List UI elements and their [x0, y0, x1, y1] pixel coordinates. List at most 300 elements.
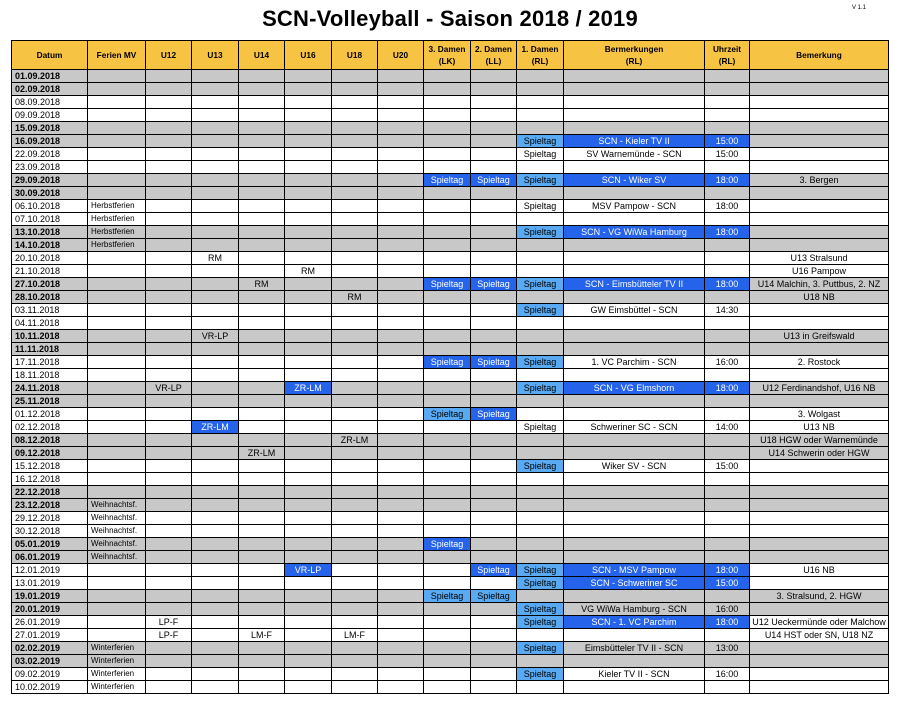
cell-ferien: [88, 291, 146, 304]
cell-bem: SCN - Eimsbütteler TV II: [564, 278, 705, 291]
cell-ferien: [88, 395, 146, 408]
cell-d2: [471, 525, 517, 538]
cell-u14: [239, 148, 285, 161]
cell-u16: [285, 473, 332, 486]
table-row: [12, 408, 889, 421]
table-row: [12, 122, 889, 135]
cell-uhr: [705, 486, 750, 499]
cell-u16: [285, 109, 332, 122]
cell-ferien: [88, 135, 146, 148]
column-header-label: U14: [253, 50, 270, 60]
cell-d3: [424, 109, 471, 122]
cell-uhr: [705, 408, 750, 421]
cell-u12: [146, 96, 192, 109]
cell-d1: [517, 447, 564, 460]
cell-d2: [471, 395, 517, 408]
cell-u12: [146, 434, 192, 447]
cell-d2: [471, 460, 517, 473]
cell-uhr: 15:00: [705, 135, 750, 148]
table-row: [12, 538, 889, 551]
cell-u12: [146, 135, 192, 148]
cell-u14: [239, 239, 285, 252]
cell-u14: [239, 213, 285, 226]
cell-u13: [192, 356, 239, 369]
cell-d2: [471, 512, 517, 525]
cell-d2: [471, 317, 517, 330]
cell-u18: [332, 668, 378, 681]
cell-d3: [424, 187, 471, 200]
cell-bemerkung: [750, 486, 889, 499]
cell-u12: [146, 148, 192, 161]
column-header-u14: [239, 41, 285, 70]
cell-bem: [564, 213, 705, 226]
cell-uhr: [705, 343, 750, 356]
cell-uhr: [705, 512, 750, 525]
cell-uhr: 18:00: [705, 278, 750, 291]
table-row: [12, 317, 889, 330]
table-row: [12, 434, 889, 447]
cell-bem: SCN - Schweriner SC: [564, 577, 705, 590]
cell-d3: [424, 681, 471, 694]
cell-d2: [471, 83, 517, 96]
cell-u18: [332, 499, 378, 512]
cell-u16: [285, 148, 332, 161]
cell-u14: [239, 70, 285, 83]
cell-u20: [378, 681, 424, 694]
cell-u18: [332, 317, 378, 330]
cell-d3: [424, 252, 471, 265]
cell-d3: [424, 382, 471, 395]
cell-d3: [424, 525, 471, 538]
cell-d1: [517, 473, 564, 486]
cell-u16: [285, 499, 332, 512]
cell-u13: [192, 96, 239, 109]
cell-bemerkung: [750, 668, 889, 681]
table-row: [12, 447, 889, 460]
cell-u18: [332, 200, 378, 213]
cell-u16: [285, 538, 332, 551]
cell-u14: LM-F: [239, 629, 285, 642]
column-header-bem: [564, 41, 705, 70]
cell-u12: [146, 525, 192, 538]
cell-u13: [192, 681, 239, 694]
cell-d2: [471, 681, 517, 694]
cell-u14: [239, 460, 285, 473]
cell-bemerkung: U16 Pampow: [750, 265, 889, 278]
cell-ferien: [88, 590, 146, 603]
column-header-label: U20: [392, 50, 409, 60]
table-row: [12, 564, 889, 577]
cell-d1: [517, 330, 564, 343]
cell-u18: [332, 603, 378, 616]
table-row: [12, 356, 889, 369]
cell-d3: [424, 343, 471, 356]
cell-bemerkung: [750, 109, 889, 122]
cell-u16: [285, 525, 332, 538]
cell-u16: [285, 343, 332, 356]
cell-u20: [378, 343, 424, 356]
cell-ferien: [88, 616, 146, 629]
cell-d1: Spieltag: [517, 356, 564, 369]
table-row: [12, 161, 889, 174]
cell-u13: VR-LP: [192, 330, 239, 343]
cell-u20: [378, 70, 424, 83]
cell-bem: [564, 239, 705, 252]
cell-bem: 1. VC Parchim - SCN: [564, 356, 705, 369]
cell-u20: [378, 317, 424, 330]
cell-d1: Spieltag: [517, 460, 564, 473]
cell-bem: [564, 122, 705, 135]
header-row: [12, 41, 889, 70]
cell-bemerkung: [750, 96, 889, 109]
cell-ferien: [88, 187, 146, 200]
cell-d3: [424, 161, 471, 174]
cell-u14: [239, 304, 285, 317]
cell-d1: [517, 434, 564, 447]
cell-u20: [378, 96, 424, 109]
column-header-d3: [424, 41, 471, 70]
cell-uhr: [705, 473, 750, 486]
cell-d3: [424, 122, 471, 135]
cell-bem: [564, 408, 705, 421]
cell-u12: [146, 681, 192, 694]
cell-u16: [285, 122, 332, 135]
cell-datum: 18.11.2018: [12, 369, 88, 382]
cell-bem: [564, 187, 705, 200]
cell-d3: [424, 564, 471, 577]
cell-uhr: [705, 213, 750, 226]
cell-ferien: [88, 317, 146, 330]
cell-bemerkung: U13 Stralsund: [750, 252, 889, 265]
cell-datum: 02.02.2019: [12, 642, 88, 655]
cell-ferien: [88, 447, 146, 460]
cell-ferien: [88, 577, 146, 590]
cell-d3: [424, 330, 471, 343]
table-row: [12, 148, 889, 161]
cell-bem: [564, 109, 705, 122]
cell-bemerkung: U18 HGW oder Warnemünde: [750, 434, 889, 447]
table-row: [12, 486, 889, 499]
cell-u14: [239, 122, 285, 135]
cell-u14: [239, 109, 285, 122]
cell-d3: [424, 83, 471, 96]
cell-bemerkung: 2. Rostock: [750, 356, 889, 369]
cell-d2: [471, 343, 517, 356]
cell-u18: [332, 187, 378, 200]
cell-u18: [332, 681, 378, 694]
cell-u20: [378, 408, 424, 421]
cell-u18: [332, 447, 378, 460]
cell-u14: [239, 83, 285, 96]
cell-uhr: [705, 161, 750, 174]
cell-u13: [192, 434, 239, 447]
cell-u18: [332, 525, 378, 538]
cell-u20: [378, 135, 424, 148]
cell-bemerkung: [750, 122, 889, 135]
cell-u20: [378, 161, 424, 174]
cell-bem: [564, 70, 705, 83]
cell-d2: [471, 330, 517, 343]
cell-u16: [285, 408, 332, 421]
cell-d2: Spieltag: [471, 408, 517, 421]
cell-u12: [146, 226, 192, 239]
schedule-body: [12, 70, 889, 694]
cell-uhr: 18:00: [705, 564, 750, 577]
cell-u14: [239, 187, 285, 200]
cell-d2: [471, 291, 517, 304]
cell-bemerkung: [750, 187, 889, 200]
cell-u13: [192, 109, 239, 122]
cell-u12: [146, 304, 192, 317]
cell-d1: [517, 369, 564, 382]
cell-u13: [192, 70, 239, 83]
cell-uhr: 16:00: [705, 356, 750, 369]
cell-datum: 07.10.2018: [12, 213, 88, 226]
cell-u18: [332, 304, 378, 317]
cell-bem: [564, 499, 705, 512]
cell-u13: [192, 629, 239, 642]
cell-u13: [192, 291, 239, 304]
cell-bemerkung: U12 Ueckermünde oder Malchow: [750, 616, 889, 629]
table-row: [12, 187, 889, 200]
cell-datum: 30.12.2018: [12, 525, 88, 538]
cell-d1: [517, 590, 564, 603]
cell-d3: [424, 551, 471, 564]
cell-uhr: [705, 551, 750, 564]
cell-datum: 06.10.2018: [12, 200, 88, 213]
cell-d1: [517, 239, 564, 252]
cell-datum: 02.12.2018: [12, 421, 88, 434]
cell-uhr: 18:00: [705, 382, 750, 395]
cell-ferien: Herbstferien: [88, 213, 146, 226]
cell-u13: [192, 577, 239, 590]
cell-u20: [378, 187, 424, 200]
cell-u12: [146, 291, 192, 304]
cell-uhr: [705, 83, 750, 96]
cell-datum: 27.01.2019: [12, 629, 88, 642]
cell-d2: [471, 70, 517, 83]
cell-d1: [517, 512, 564, 525]
cell-d1: [517, 551, 564, 564]
cell-bemerkung: [750, 239, 889, 252]
cell-ferien: Weihnachtsf.: [88, 538, 146, 551]
cell-bemerkung: [750, 551, 889, 564]
column-header-label: U12: [160, 50, 177, 60]
cell-d2: [471, 603, 517, 616]
cell-bemerkung: [750, 304, 889, 317]
cell-d3: [424, 473, 471, 486]
cell-u14: [239, 135, 285, 148]
cell-u18: [332, 642, 378, 655]
cell-d1: Spieltag: [517, 278, 564, 291]
table-row: [12, 616, 889, 629]
cell-d1: [517, 343, 564, 356]
cell-d2: [471, 213, 517, 226]
column-header-d1: [517, 41, 564, 70]
cell-bemerkung: [750, 317, 889, 330]
cell-d2: [471, 668, 517, 681]
cell-u16: RM: [285, 265, 332, 278]
cell-d2: [471, 304, 517, 317]
cell-datum: 10.11.2018: [12, 330, 88, 343]
cell-d2: [471, 473, 517, 486]
cell-d1: Spieltag: [517, 564, 564, 577]
column-header-label: 1. Damen: [521, 44, 559, 54]
cell-uhr: 15:00: [705, 577, 750, 590]
cell-d2: [471, 499, 517, 512]
cell-u16: [285, 629, 332, 642]
cell-ferien: Winterferien: [88, 668, 146, 681]
cell-u16: [285, 96, 332, 109]
cell-d1: Spieltag: [517, 304, 564, 317]
cell-ferien: [88, 382, 146, 395]
cell-bem: [564, 655, 705, 668]
cell-u13: [192, 447, 239, 460]
cell-u14: [239, 330, 285, 343]
cell-u18: [332, 512, 378, 525]
cell-bem: Schweriner SC - SCN: [564, 421, 705, 434]
cell-bem: [564, 291, 705, 304]
cell-bemerkung: [750, 681, 889, 694]
cell-bemerkung: [750, 135, 889, 148]
column-header-label: 3. Damen: [428, 44, 466, 54]
cell-u13: [192, 174, 239, 187]
cell-datum: 09.02.2019: [12, 668, 88, 681]
cell-u16: VR-LP: [285, 564, 332, 577]
cell-bem: SCN - VG Elmshorn: [564, 382, 705, 395]
cell-u16: [285, 421, 332, 434]
table-row: [12, 96, 889, 109]
cell-d3: Spieltag: [424, 174, 471, 187]
cell-d3: [424, 460, 471, 473]
cell-d2: [471, 265, 517, 278]
cell-d2: [471, 434, 517, 447]
cell-u20: [378, 213, 424, 226]
cell-u18: [332, 486, 378, 499]
cell-datum: 09.12.2018: [12, 447, 88, 460]
cell-u12: [146, 668, 192, 681]
cell-u16: [285, 187, 332, 200]
cell-u14: [239, 408, 285, 421]
cell-uhr: 14:30: [705, 304, 750, 317]
cell-bemerkung: 3. Bergen: [750, 174, 889, 187]
column-header-uhr: [705, 41, 750, 70]
cell-d1: [517, 291, 564, 304]
cell-u18: [332, 395, 378, 408]
cell-d1: [517, 161, 564, 174]
cell-u16: [285, 681, 332, 694]
cell-u18: [332, 564, 378, 577]
cell-ferien: Winterferien: [88, 681, 146, 694]
cell-bemerkung: U14 Malchin, 3. Puttbus, 2. NZ: [750, 278, 889, 291]
cell-ferien: [88, 460, 146, 473]
table-row: [12, 304, 889, 317]
cell-u13: [192, 408, 239, 421]
cell-u12: VR-LP: [146, 382, 192, 395]
cell-u12: [146, 499, 192, 512]
cell-u12: [146, 447, 192, 460]
cell-u16: [285, 577, 332, 590]
cell-u13: [192, 304, 239, 317]
cell-bem: [564, 161, 705, 174]
cell-u13: RM: [192, 252, 239, 265]
cell-u16: [285, 434, 332, 447]
cell-u18: [332, 252, 378, 265]
cell-d2: [471, 577, 517, 590]
cell-bemerkung: U12 Ferdinandshof, U16 NB: [750, 382, 889, 395]
cell-d2: [471, 655, 517, 668]
cell-bem: [564, 447, 705, 460]
cell-u20: [378, 252, 424, 265]
cell-u20: [378, 525, 424, 538]
cell-u13: [192, 265, 239, 278]
cell-ferien: [88, 356, 146, 369]
table-row: [12, 83, 889, 96]
cell-u14: [239, 226, 285, 239]
cell-ferien: [88, 109, 146, 122]
cell-u13: [192, 200, 239, 213]
cell-bem: GW Eimsbüttel - SCN: [564, 304, 705, 317]
cell-bem: [564, 538, 705, 551]
cell-datum: 02.09.2018: [12, 83, 88, 96]
cell-u18: [332, 551, 378, 564]
cell-datum: 04.11.2018: [12, 317, 88, 330]
cell-u16: [285, 590, 332, 603]
cell-d1: [517, 486, 564, 499]
version-label: V 1.1: [851, 5, 866, 11]
cell-u13: [192, 473, 239, 486]
table-row: [12, 473, 889, 486]
cell-datum: 08.12.2018: [12, 434, 88, 447]
cell-bem: [564, 590, 705, 603]
table-row: [12, 226, 889, 239]
cell-d2: [471, 187, 517, 200]
column-header-u20: [378, 41, 424, 70]
cell-u18: [332, 213, 378, 226]
cell-ferien: [88, 174, 146, 187]
cell-datum: 16.12.2018: [12, 473, 88, 486]
cell-datum: 05.01.2019: [12, 538, 88, 551]
cell-u20: [378, 330, 424, 343]
cell-d2: [471, 369, 517, 382]
cell-bemerkung: U18 NB: [750, 291, 889, 304]
cell-bemerkung: U13 in Greifswald: [750, 330, 889, 343]
cell-uhr: 18:00: [705, 174, 750, 187]
cell-u16: [285, 668, 332, 681]
cell-ferien: [88, 603, 146, 616]
cell-d2: [471, 629, 517, 642]
cell-u14: [239, 551, 285, 564]
cell-uhr: [705, 538, 750, 551]
column-header-label: Bemerkung: [796, 50, 842, 60]
table-row: [12, 590, 889, 603]
cell-d1: Spieltag: [517, 616, 564, 629]
cell-uhr: [705, 252, 750, 265]
cell-ferien: [88, 252, 146, 265]
cell-u13: [192, 317, 239, 330]
cell-u18: [332, 473, 378, 486]
column-header-label: Datum: [36, 50, 63, 60]
cell-d3: [424, 486, 471, 499]
cell-d1: [517, 499, 564, 512]
column-header-datum: [12, 41, 88, 70]
cell-d2: [471, 148, 517, 161]
column-header-sublabel: (RL): [718, 56, 736, 66]
table-row: [12, 551, 889, 564]
table-row: [12, 70, 889, 83]
table-row: [12, 382, 889, 395]
cell-u12: [146, 642, 192, 655]
